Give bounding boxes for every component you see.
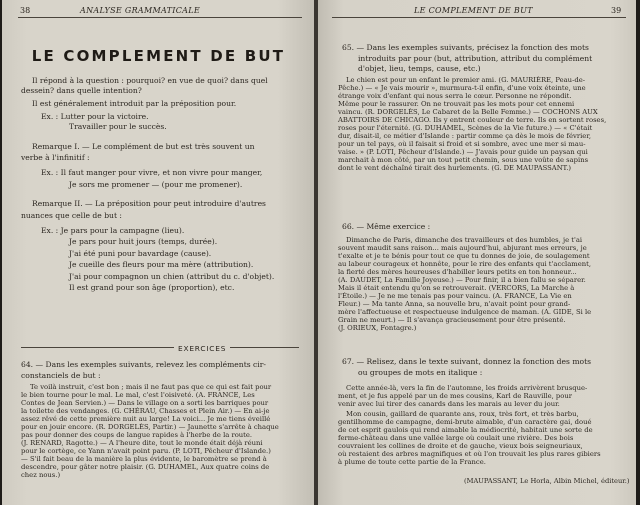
left-page: 38 ANALYSE GRAMMATICALE LE COMPLEMENT DE BUT Il répond à la question : pourquoi? en vue de quoi? dans quel dessein? dans quelle intention? Il est généralement introduit par la préposition pour. Ex. : Lutter pour la victoire. Travailler pour le succès. Remarque I. — Le complément de but est très souvent un verbe à l'infinitif : Ex. : Il faut manger pour vivre, et non vivre pour manger, Je sors me promener — (pour me promener). Remarque II. — La préposition pour peut introduire d'autres nuances que celle de but : Ex. : Je pars pour la campagne (lieu). Je pars pour huit jours (temps, durée). J'ai été puni pour bavardage (cause). Je cueille des fleurs pour ma mère (attribution). J'ai pour compagnon un chien (attribut du c. d'objet). Il est grand pour son âge (proportion), etc. EXERCICES 64. — Dans les exemples suivants, relevez les compléments cir- constanciels de but : Te voilà instruit, c'est bon ; mais il ne faut pas que ce qui est fait pour le bien tourne pour le mal. Le mal, c'est l'oisiveté. (A. FRANCE, Les Contes de Jean Servien.) — Dans le village on a sorti les barriques pour la toilette des vendanges. (G. CHÉRAU, Chasses et Plein Air.) — En ai-je assez rêvé de cette première nuit au large! La voici... Je me tiens éveillé pour en jouir encore. (R. DORGELÈS, Partir.) — Jaunette s'arrête à chaque pas pour donner des coups de langue rapides à l'herbe de la route. (J. RENARD, Ragotte.) — A l'heure dite, tout le monde était déjà réuni pour le cortège, ce Yann n'avait point paru. (P. LOTI, Pêcheur d'Islande.) — S'il fait beau de la manière la plus évidente, le baromètre se prend à descendre, pour gâter notre plaisir. (G. DUHAMEL, Aux quatre coins de chez nous.) [2, 0, 315, 505]
running-header: ANALYSE GRAMMATICALE [80, 6, 200, 15]
divider-rule [21, 347, 299, 348]
right-page: LE COMPLEMENT DE BUT 39 65. — Dans les exemples suivants, précisez la fonction des mots introduits par pour (but, attribution, attribut du complément d'objet, lieu, temps, cause, etc.) Le chien est pour un enfant le premier ami. (G. MAURIÈRE, Peau-de- Pêche.) — « Je vais mourir », murmura-t-il enfin, d'une voix éteinte, une étrange voix d'enfant qui nous serra le cœur. Personne ne répondit. Même pour le rassurer. On ne trouvait pas les mots pour cet ennemi vaincu. (R. DORGELÈS, Le Cabaret de la Belle Femme.) — COCHONS AUX ABATTOIRS DE CHICAGO. Ils y entrent couleur de terre. Ils en sortent roses, roses pour l'éternité. (G. DUHAMEL, Scènes de la Vie future.) — « C'était dur, disait-il, ce métier d'Islande : partir comme ça dès le mois de février, pour un tel pays, où il faisait si froid et si sombre, avec une mer si mau- vaise. » (P. LOTI, Pêcheur d'Islande.) — J'avais pour guide un paysan qui marchait à mon côté, par un tout petit chemin, sous une voûte de sapins dont le vent déchaîné tirait des hurlements. (G. DE MAUPASSANT.) 66. — Même exercice : Dimanche de Paris, dimanche des travailleurs et des humbles, je t'ai souvent maudit sans raison... mais aujourd'hui, abjurant mes erreurs, je t'exalte et je te bénis pour tout ce que tu donnes de joie, de soulagement au labeur courageux et honnête, pour le rire des enfants qui t'acclament, la fierté des mères heureuses d'habiller leurs petits en ton honneur... (A. DAUDET, La Famille Joyeuse.) — Pour finir, il a bien fallu se séparer. Mais il était entendu qu'on se retrouverait. (VERCORS, La Marche à l'Étoile.) — Je ne me tenais pas pour vaincu. (A. FRANCE, La Vie en Fleur.) — Ma tante Anna, sa nouvelle bru, n'avait point pour grand- mère l'affectueuse et respectueuse indulgence de maman. (A. GIDE, Si le Grain ne meurt.) — Il s'avança gracieusement pour être présenté. (J. ORIEUX, Fontagre.) 67. — Relisez, dans le texte suivant, donnez la fonction des mots ou groupes de mots en italique : Cette année-là, vers la fin de l'automne, les froids arrivèrent brusque- ment, et je fus appelé par un de mes cousins, Karl de Rauville, pour venir avec lui tirer des canards dans les marais au lever du jour. Mon cousin, gaillard de quarante ans, roux, très fort, et très barbu, gentilhomme de campagne, demi-brute aimable, d'un caractère gai, doué de cet esprit gaulois qui rend aimable la médiocrité, habitait une sorte de ferme-château dans une vallée large où coulait une rivière. Des bois couvraient les collines de droite et de gauche, vieux bois seigneuriaux, où restaient des arbres magnifiques et où l'on trouvait les plus rares gibiers à plume de toute cette partie de la France. (MAUPASSANT, Le Horla, Albin Michel, éditeur.) [318, 0, 636, 505]
chapter-title: LE COMPLEMENT DE BUT [31, 47, 286, 65]
page-number: 39 [611, 6, 622, 15]
running-header: LE COMPLEMENT DE BUT [414, 6, 533, 15]
exercises-heading: EXERCICES [174, 344, 230, 353]
citation: (MAUPASSANT, Le Horla, Albin Michel, éditeur.) [464, 477, 630, 485]
header-rule [18, 17, 302, 18]
page-number: 38 [20, 6, 31, 15]
header-rule [332, 17, 626, 18]
